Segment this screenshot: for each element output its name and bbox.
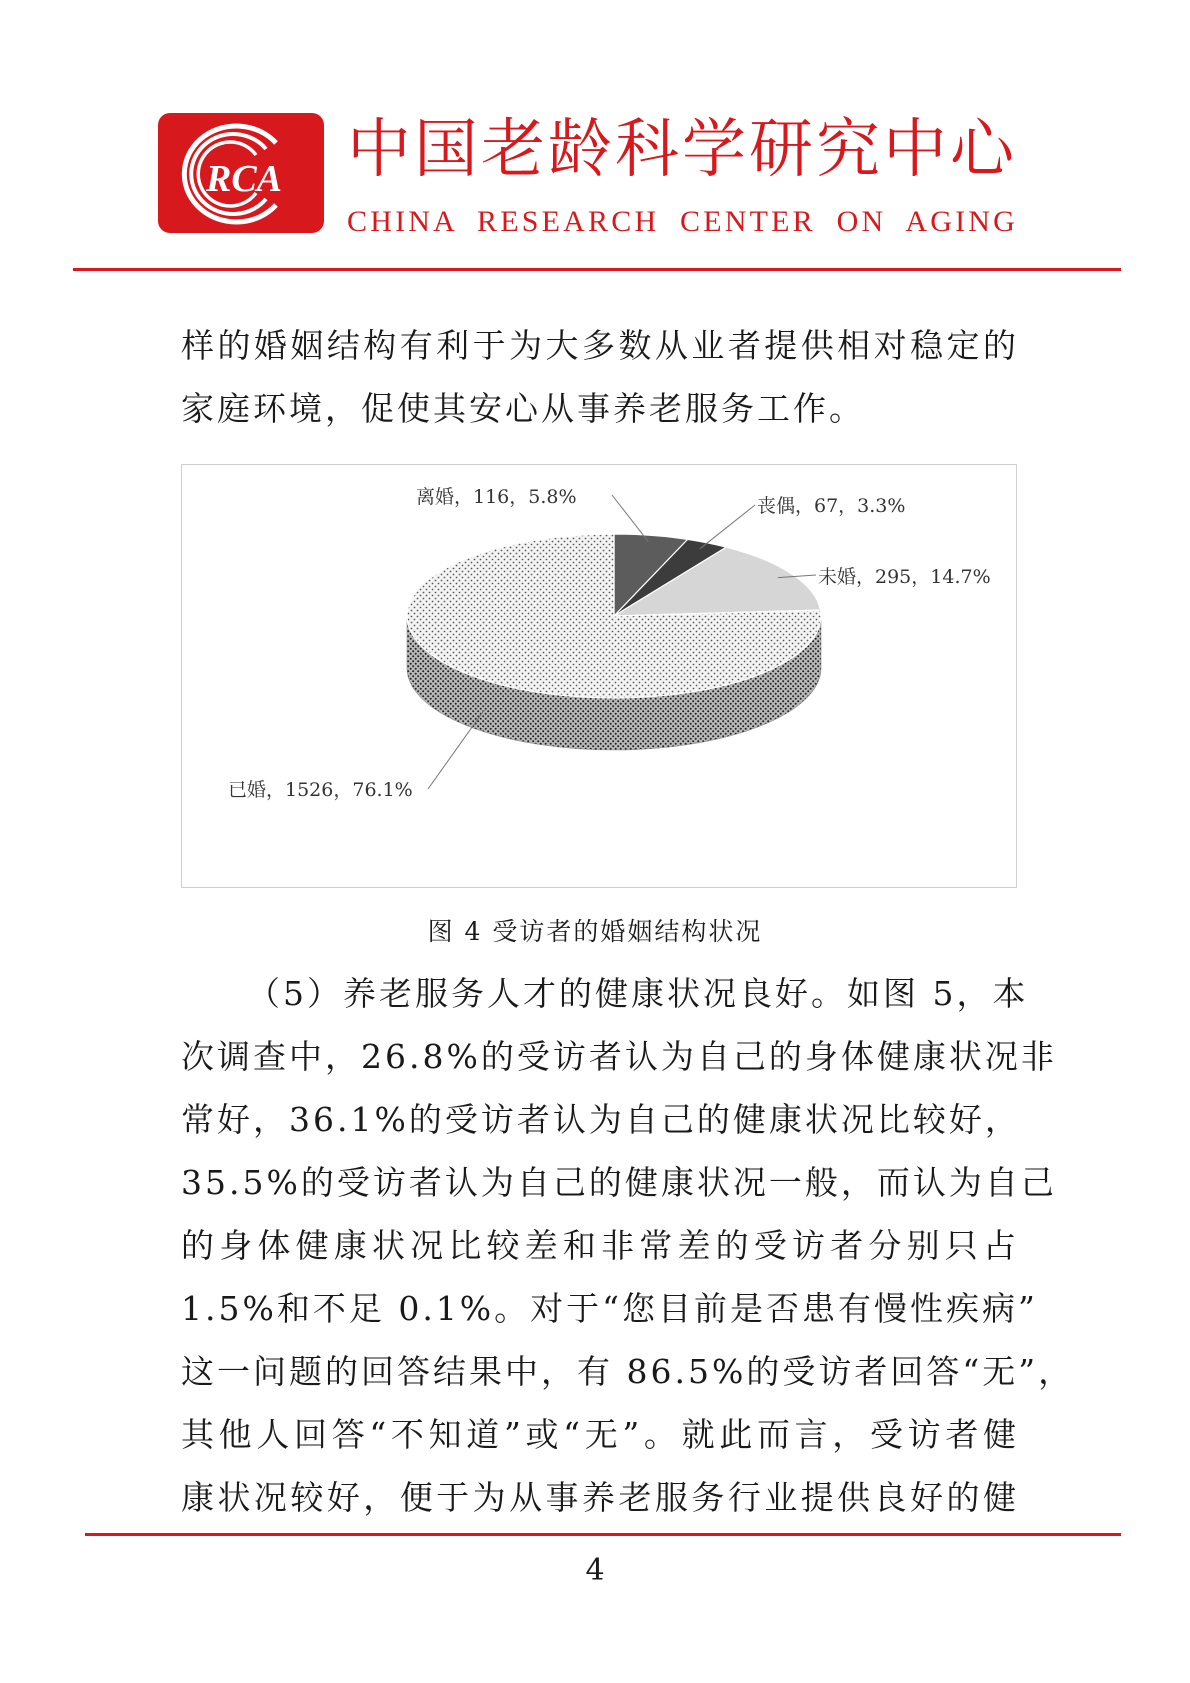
leader-line-1: [700, 505, 755, 549]
paragraph-line: 常好，36.1%的受访者认为自己的健康状况比较好，: [181, 1100, 1021, 1139]
paragraph-line: 其他人回答“不知道”或“无”。就此而言，受访者健: [181, 1415, 1019, 1454]
pie-label-0: 离婚，116，5.8%: [416, 486, 577, 508]
logo-text: RCA: [205, 158, 283, 200]
paragraph-line: 的身体健康状况比较差和非常差的受访者分别只占: [181, 1226, 1019, 1265]
pie-chart: [182, 465, 1018, 889]
footer-rule: [85, 1533, 1121, 1536]
page-number: 4: [585, 1553, 605, 1588]
leader-line-3: [428, 710, 484, 789]
paragraph-line: 35.5%的受访者认为自己的健康状况一般，而认为自己: [181, 1163, 1057, 1202]
figure-caption: 图 4 受访者的婚姻结构状况: [427, 917, 763, 946]
paragraph-line: 次调查中，26.8%的受访者认为自己的身体健康状况非: [181, 1037, 1057, 1076]
paragraph-line: （5）养老服务人才的健康状况良好。如图 5，本: [247, 974, 1029, 1013]
chart-frame: [181, 464, 1017, 888]
pie-label-1: 丧偶，67，3.3%: [757, 495, 906, 517]
pie-label-2: 未婚，295，14.7%: [818, 566, 991, 588]
rca-logo: [158, 113, 324, 233]
paragraph-line: 这一问题的回答结果中，有 86.5%的受访者回答“无”，: [181, 1352, 1075, 1391]
org-name-cn: 中国老龄科学研究中心: [347, 113, 1017, 187]
paragraph-1: [181, 314, 1019, 440]
paragraph-2: [181, 962, 1075, 1529]
pie-label-3: 已婚，1526，76.1%: [228, 779, 413, 801]
paragraph-line: 康状况较好，便于为从事养老服务行业提供良好的健: [181, 1478, 1019, 1517]
paragraph-line: 家庭环境，促使其安心从事养老服务工作。: [181, 389, 865, 428]
paragraph-line: 样的婚姻结构有利于为大多数从业者提供相对稳定的: [181, 326, 1019, 365]
paragraph-line: 1.5%和不足 0.1%。对于“您目前是否患有慢性疾病”: [181, 1289, 1038, 1328]
header-rule: [73, 268, 1121, 271]
org-name-en: CHINA RESEARCH CENTER ON AGING: [347, 205, 1019, 238]
